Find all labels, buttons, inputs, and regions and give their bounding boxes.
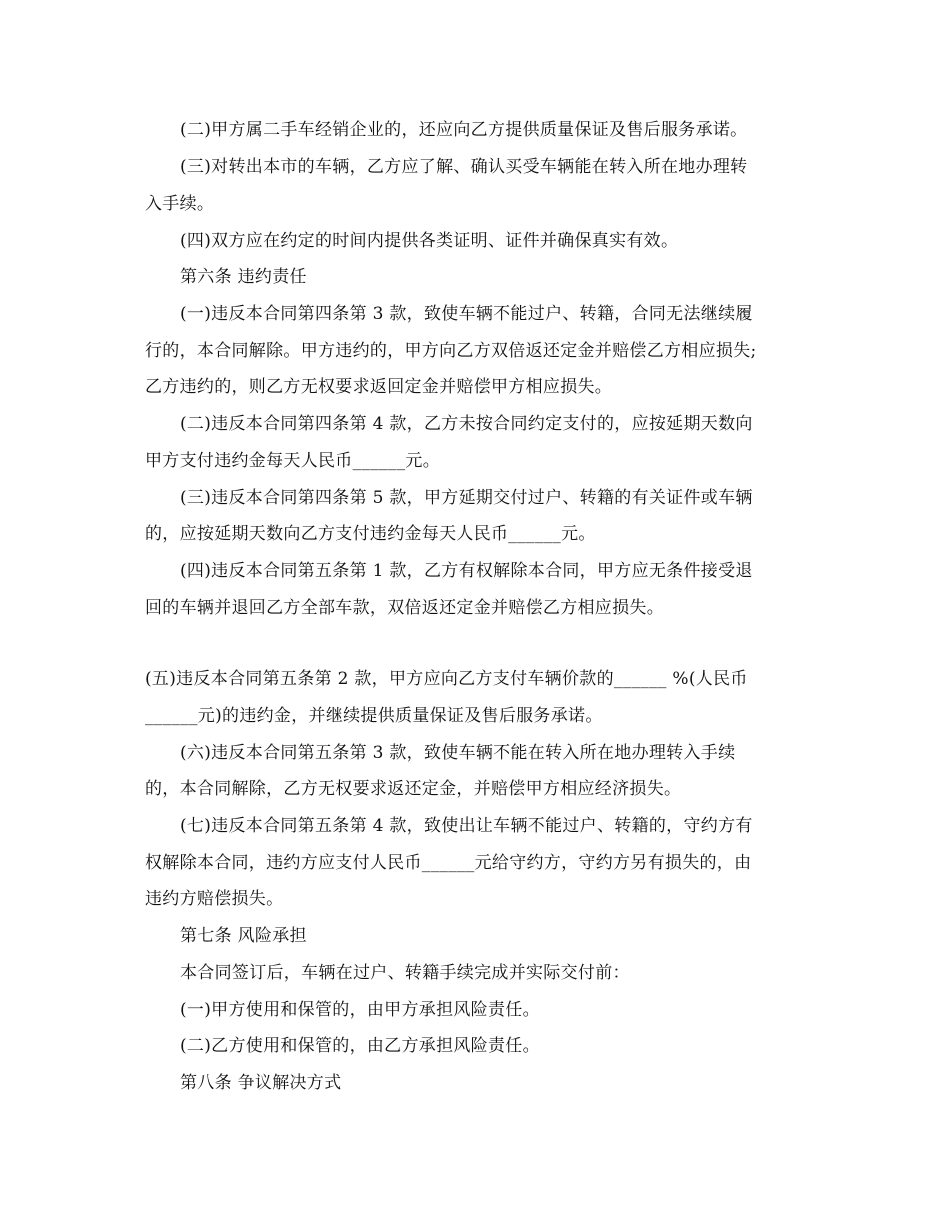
text-line: (一)甲方使用和保管的，由甲方承担风险责任。 <box>180 1000 540 1020</box>
text-line: (二)乙方使用和保管的，由乙方承担风险责任。 <box>180 1036 540 1056</box>
text-line: 的，本合同解除，乙方无权要求返还定金，并赔偿甲方相应经济损失。 <box>145 779 682 799</box>
text-line: (一)违反本合同第四条第 3 款，致使车辆不能过户、转籍，合同无法继续履 <box>180 304 753 324</box>
text-line: ______元)的违约金，并继续提供质量保证及售后服务承诺。 <box>145 706 603 726</box>
text-line: 违约方赔偿损失。 <box>145 889 284 909</box>
text-line: (三)违反本合同第四条第 5 款，甲方延期交付过户、转籍的有关证件或车辆 <box>180 488 753 508</box>
text-line: (六)违反本合同第五条第 3 款，致使车辆不能在转入所在地办理转入手续 <box>180 743 736 763</box>
text-line: (四)双方应在约定的时间内提供各类证明、证件并确保真实有效。 <box>180 231 679 251</box>
text-line: 本合同签订后，车辆在过户、转籍手续完成并实际交付前： <box>180 963 630 983</box>
text-line: (二)甲方属二手车经销企业的，还应向乙方提供质量保证及售后服务承诺。 <box>180 120 748 140</box>
text-line: 甲方支付违约金每天人民币______元。 <box>145 451 440 471</box>
text-line: 回的车辆并退回乙方全部车款，双倍返还定金并赔偿乙方相应损失。 <box>145 598 664 618</box>
text-line: (二)违反本合同第四条第 4 款，乙方未按合同约定支付的，应按延期天数向 <box>180 414 753 434</box>
text-line: 乙方违约的，则乙方无权要求返回定金并赔偿甲方相应损失。 <box>145 377 613 397</box>
text-line: 的，应按延期天数向乙方支付违约金每天人民币______元。 <box>145 524 596 544</box>
section-heading: 第七条 风险承担 <box>180 926 307 946</box>
text-line: 权解除本合同，违约方应支付人民币______元给守约方，守约方另有损失的，由 <box>145 853 752 873</box>
text-line: 行的，本合同解除。甲方违约的，甲方向乙方双倍返还定金并赔偿乙方相应损失; <box>145 341 757 361</box>
text-line: (三)对转出本市的车辆，乙方应了解、确认买受车辆能在转入所在地办理转 <box>180 157 748 177</box>
section-heading: 第八条 争议解决方式 <box>180 1073 342 1093</box>
section-heading: 第六条 违约责任 <box>180 267 307 287</box>
text-line: (五)违反本合同第五条第 2 款，甲方应向乙方支付车辆价款的______ %(人民币 <box>145 669 748 689</box>
text-line: 入手续。 <box>145 194 215 214</box>
text-line: (七)违反本合同第五条第 4 款，致使出让车辆不能过户、转籍的，守约方有 <box>180 816 753 836</box>
text-line: (四)违反本合同第五条第 1 款，乙方有权解除本合同，甲方应无条件接受退 <box>180 561 753 581</box>
